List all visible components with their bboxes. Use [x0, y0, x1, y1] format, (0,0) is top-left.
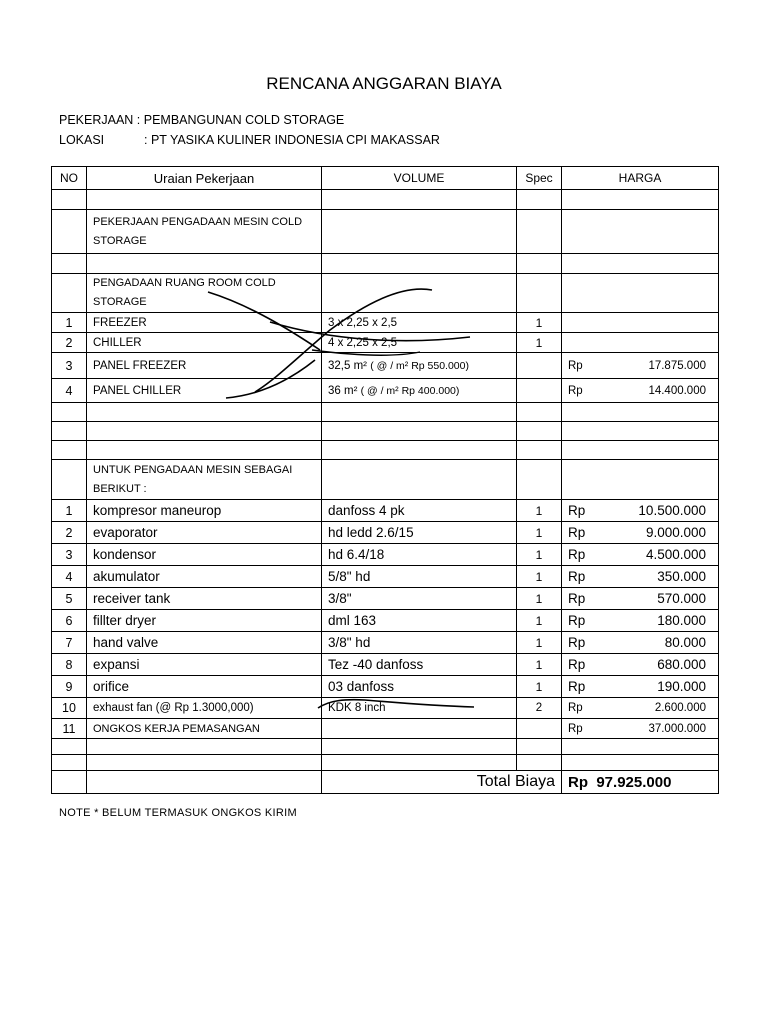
blank-row — [52, 441, 719, 460]
lokasi-value: : PT YASIKA KULINER INDONESIA CPI MAKASSAR — [144, 133, 440, 147]
table-row: 3 PANEL FREEZER 32,5 m² ( @ / m² Rp 550.000) Rp 17.875.000 — [52, 353, 719, 379]
lokasi-label: LOKASI — [59, 133, 105, 147]
note: NOTE * BELUM TERMASUK ONGKOS KIRIM — [59, 807, 297, 819]
total-row — [52, 771, 719, 794]
header-volume: VOLUME — [322, 167, 517, 190]
header-harga: HARGA — [562, 167, 719, 190]
document-title: RENCANA ANGGARAN BIAYA — [266, 74, 502, 93]
lokasi-line — [59, 133, 440, 147]
section-row — [52, 274, 719, 313]
header-spec: Spec — [517, 167, 562, 190]
table-row: 9 orifice 03 danfoss 1 Rp 190.000 — [52, 676, 719, 698]
table-row: 6 fillter dryer dml 163 1 Rp 180.000 — [52, 610, 719, 632]
table-row: 1 kompresor maneurop danfoss 4 pk 1 Rp 10.500.000 — [52, 500, 719, 522]
table-row: 3 kondensor hd 6.4/18 1 Rp 4.500.000 — [52, 544, 719, 566]
table-row: 7 hand valve 3/8" hd 1 Rp 80.000 — [52, 632, 719, 654]
table-row: 2 CHILLER 4 x 2,25 x 2,5 1 — [52, 333, 719, 353]
header-uraian: Uraian Pekerjaan — [87, 167, 322, 190]
blank-row — [52, 403, 719, 422]
table-row: 10 exhaust fan (@ Rp 1.3000,000) KDK 8 inch 2 Rp 2.600.000 — [52, 698, 719, 719]
section-row — [52, 460, 719, 500]
header-no: NO — [52, 167, 87, 190]
table-row: 4 PANEL CHILLER 36 m² ( @ / m² Rp 400.000) Rp 14.400.000 — [52, 379, 719, 403]
blank-row — [52, 254, 719, 274]
table-header-row — [52, 167, 719, 190]
budget-table — [51, 166, 719, 794]
blank-row — [52, 755, 719, 771]
table-row: 1 FREEZER 3 x 2,25 x 2,5 1 — [52, 313, 719, 333]
section-pengadaan-mesin: UNTUK PENGADAAN MESIN SEBAGAI BERIKUT : — [87, 460, 322, 500]
table-row: 4 akumulator 5/8" hd 1 Rp 350.000 — [52, 566, 719, 588]
table-row: 8 expansi Tez -40 danfoss 1 Rp 680.000 — [52, 654, 719, 676]
table-row: 11 ONGKOS KERJA PEMASANGAN Rp 37.000.000 — [52, 719, 719, 739]
pekerjaan-line: PEKERJAAN : PEMBANGUNAN COLD STORAGE — [59, 113, 345, 127]
section-mesin-cold-storage: PEKERJAAN PENGADAAN MESIN COLD STORAGE — [87, 210, 322, 254]
blank-row — [52, 739, 719, 755]
section-row — [52, 210, 719, 254]
table-row: 2 evaporator hd ledd 2.6/15 1 Rp 9.000.000 — [52, 522, 719, 544]
total-value: Rp 97.925.000 — [562, 771, 719, 794]
blank-row — [52, 190, 719, 210]
section-ruang-room: PENGADAAN RUANG ROOM COLD STORAGE — [87, 274, 322, 313]
total-label: Total Biaya — [322, 771, 562, 794]
blank-row — [52, 422, 719, 441]
table-row: 5 receiver tank 3/8" 1 Rp 570.000 — [52, 588, 719, 610]
